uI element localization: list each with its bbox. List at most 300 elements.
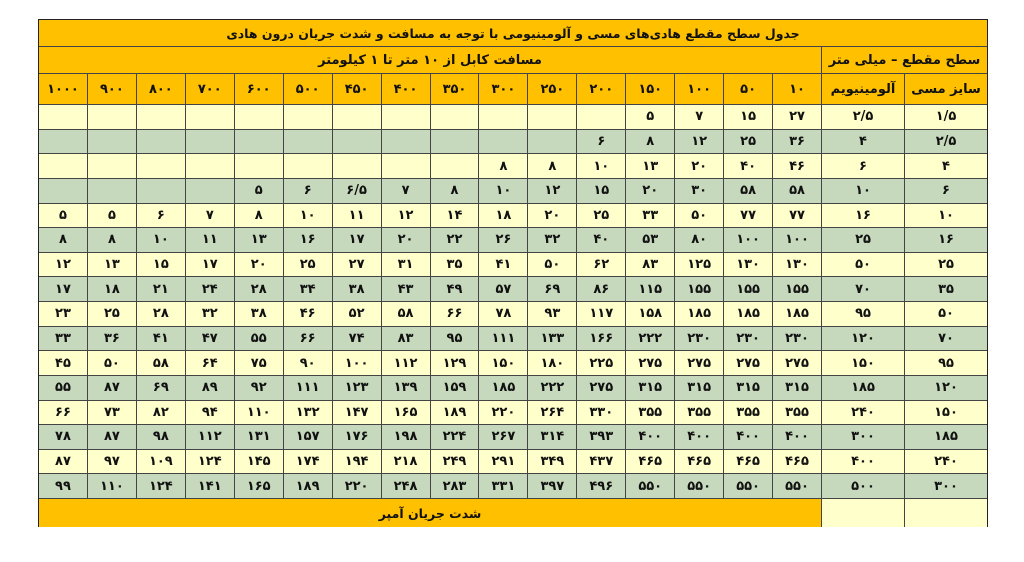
current-value-cell: ۸ [39,228,87,252]
current-value-cell: ۸ [478,154,527,178]
current-value-cell [381,130,430,154]
current-value-cell: ۱۸۵ [478,376,527,400]
current-value-cell: ۲۴ [185,277,234,301]
current-value-cell: ۹۲ [234,376,283,400]
current-value-cell: ۳۵۵ [674,401,723,425]
distance-header-cell: ۵۰ [723,74,772,104]
aluminium-size-cell: ۵۰۰ [821,474,904,498]
current-value-cell: ۱۴۷ [332,401,381,425]
current-value-cell: ۱۵۸ [625,302,674,326]
aluminium-size-cell: ۱۸۵ [821,376,904,400]
current-value-cell: ۴۱ [478,253,527,277]
aluminium-size-cell: ۱۲۰ [821,327,904,351]
current-value-cell: ۲۰ [234,253,283,277]
aluminium-size-cell: ۶ [821,154,904,178]
current-value-cell: ۱۷۴ [283,450,332,474]
table-row [39,351,987,376]
current-value-cell: ۱۸۵ [674,302,723,326]
current-value-cell: ۲۷۵ [576,376,625,400]
current-value-cell [234,130,283,154]
current-value-cell: ۱۹۴ [332,450,381,474]
current-value-cell [430,154,479,178]
current-value-cell: ۹۹ [39,474,87,498]
table-row [39,204,987,229]
aluminium-size-cell: ۳۰۰ [821,425,904,449]
copper-size-cell: ۲۵ [904,253,987,277]
current-value-cell: ۵۵ [39,376,87,400]
current-value-cell: ۱۵ [576,179,625,203]
current-value-cell: ۹۵ [430,327,479,351]
current-value-cell: ۱۸۵ [772,302,821,326]
current-value-cell [39,105,87,129]
current-value-cell: ۶۶ [39,401,87,425]
current-value-cell: ۵۷ [478,277,527,301]
copper-size-cell: ۱۲۰ [904,376,987,400]
current-value-cell: ۵۲ [332,302,381,326]
current-value-cell: ۲۰ [527,204,576,228]
current-value-cell: ۴۰۰ [674,425,723,449]
current-value-cell: ۵۸ [772,179,821,203]
current-value-cell: ۴۰۰ [723,425,772,449]
current-value-cell: ۱۱ [332,204,381,228]
current-value-cell: ۱۰۹ [136,450,185,474]
current-value-cell: ۶ [136,204,185,228]
current-value-cell: ۳۲ [185,302,234,326]
current-value-cell: ۱۷ [185,253,234,277]
current-value-cell: ۵۰ [527,253,576,277]
current-value-cell: ۳۶ [87,327,136,351]
current-value-cell [332,154,381,178]
current-value-cell: ۲۵ [576,204,625,228]
current-value-cell: ۷۷ [772,204,821,228]
current-value-cell: ۱۵۰ [478,351,527,375]
current-value-cell: ۴۱ [136,327,185,351]
table-row [39,277,987,302]
current-value-cell: ۸۳ [381,327,430,351]
current-value-cell: ۲۶۷ [478,425,527,449]
current-value-cell: ۱۳ [234,228,283,252]
distance-header-cell: ۷۰۰ [185,74,234,104]
current-value-cell: ۳۹۷ [527,474,576,498]
current-value-cell: ۲۲۰ [478,401,527,425]
distance-header-cell: ۳۵۰ [430,74,479,104]
current-value-cell: ۵۰ [87,351,136,375]
current-value-cell: ۸۰ [674,228,723,252]
current-value-cell [527,105,576,129]
current-value-cell: ۱۹۸ [381,425,430,449]
current-value-cell: ۸ [527,154,576,178]
current-value-cell: ۱۸۹ [283,474,332,498]
current-value-cell: ۴۷ [185,327,234,351]
table-row [39,179,987,204]
current-value-cell: ۲۷ [332,253,381,277]
current-value-cell: ۱۳۰ [772,253,821,277]
current-value-cell: ۱۱۰ [87,474,136,498]
current-value-cell: ۲۸ [234,277,283,301]
current-value-cell: ۴۶۵ [723,450,772,474]
distance-header-cell: ۱۰ [772,74,821,104]
distance-header-cell: ۴۵۰ [332,74,381,104]
copper-size-cell: ۱۰ [904,204,987,228]
current-value-cell: ۳۸ [332,277,381,301]
current-value-cell: ۴۹۶ [576,474,625,498]
current-value-cell: ۲۲۰ [332,474,381,498]
distance-header-cell: ۵۰۰ [283,74,332,104]
current-value-cell: ۲۱ [136,277,185,301]
current-value-cell: ۵۵۰ [674,474,723,498]
current-value-cell: ۲۹۱ [478,450,527,474]
current-value-cell: ۳۹۳ [576,425,625,449]
distance-header-cell: ۶۰۰ [234,74,283,104]
current-value-cell [478,105,527,129]
current-value-cell [136,154,185,178]
current-value-cell: ۳۳ [39,327,87,351]
current-value-cell: ۱۰ [136,228,185,252]
current-value-cell: ۸ [625,130,674,154]
current-value-cell: ۱۳۳ [527,327,576,351]
current-value-cell [185,154,234,178]
current-value-cell: ۷۷ [723,204,772,228]
current-value-cell: ۱۶ [283,228,332,252]
current-value-cell: ۸۲ [136,401,185,425]
current-value-cell: ۱۷۶ [332,425,381,449]
table-row [39,130,987,155]
current-value-cell: ۳۲ [527,228,576,252]
current-value-cell: ۴۰ [576,228,625,252]
copper-size-cell: ۷۰ [904,327,987,351]
current-value-cell: ۱۴۱ [185,474,234,498]
current-value-cell: ۴۶۵ [772,450,821,474]
current-value-cell: ۵ [87,204,136,228]
copper-size-cell: ۱۵۰ [904,401,987,425]
copper-size-cell: ۲۴۰ [904,450,987,474]
table-row [39,425,987,450]
current-value-cell: ۵۵۰ [772,474,821,498]
current-value-cell: ۱۵۵ [674,277,723,301]
current-value-cell: ۶۹ [527,277,576,301]
current-value-cell: ۸ [87,228,136,252]
current-value-cell: ۳۳۱ [478,474,527,498]
current-value-cell: ۲۴۹ [430,450,479,474]
current-value-cell: ۲۷ [772,105,821,129]
current-value-cell: ۱۳۰ [723,253,772,277]
current-value-cell: ۱۶۵ [234,474,283,498]
current-value-cell: ۲۲۲ [625,327,674,351]
current-value-cell: ۲۵ [283,253,332,277]
current-value-cell: ۵۵۰ [723,474,772,498]
table-row [39,327,987,352]
current-value-cell: ۱۴ [430,204,479,228]
current-value-cell: ۸۷ [87,376,136,400]
current-value-cell [576,105,625,129]
table-row [39,401,987,426]
current-value-cell: ۴۰۰ [772,425,821,449]
current-value-cell: ۱۳۹ [381,376,430,400]
distance-header-cell: ۴۰۰ [381,74,430,104]
aluminium-size-cell: ۱۵۰ [821,351,904,375]
current-value-cell: ۴۰ [723,154,772,178]
current-value-cell: ۳۱۵ [625,376,674,400]
current-value-cell: ۲۵ [87,302,136,326]
current-value-cell: ۴۳۷ [576,450,625,474]
current-value-cell: ۱۵۵ [723,277,772,301]
current-value-cell: ۱۶۶ [576,327,625,351]
current-value-cell: ۱۱۲ [381,351,430,375]
copper-size-cell: ۱۶ [904,228,987,252]
title-row [39,20,987,47]
current-value-cell: ۲۵ [723,130,772,154]
current-value-cell: ۷۵ [234,351,283,375]
current-value-cell: ۲۳۰ [723,327,772,351]
current-value-cell: ۳۵۵ [723,401,772,425]
current-value-cell [430,105,479,129]
current-value-cell [185,179,234,203]
current-value-cell: ۸۶ [576,277,625,301]
current-value-cell: ۷ [185,204,234,228]
current-value-cell [283,130,332,154]
current-value-cell: ۱۱۲ [185,425,234,449]
table-row [39,253,987,278]
current-value-cell: ۵ [625,105,674,129]
current-value-cell: ۱۰۰ [723,228,772,252]
current-value-cell: ۱۰ [283,204,332,228]
current-value-cell: ۳۴۹ [527,450,576,474]
current-value-cell [87,105,136,129]
current-value-cell: ۳۵۵ [772,401,821,425]
current-value-cell: ۶۹ [136,376,185,400]
current-value-cell: ۵۸ [723,179,772,203]
copper-size-cell: ۶ [904,179,987,203]
aluminium-size-cell: ۵۰ [821,253,904,277]
current-value-cell: ۶۲ [576,253,625,277]
current-value-cell [136,179,185,203]
current-value-cell: ۲۲۲ [527,376,576,400]
current-value-cell: ۲۷۵ [674,351,723,375]
current-value-cell: ۱۱۱ [283,376,332,400]
copper-size-cell: ۹۵ [904,351,987,375]
distance-header-cell: ۲۵۰ [527,74,576,104]
current-value-cell: ۲۰ [625,179,674,203]
table-title: جدول سطح مقطع هادی‌های مسی و آلومینیومی با توجه به مسافت و شدت جریان درون هادی [39,20,987,46]
aluminium-size-cell: ۴۰۰ [821,450,904,474]
footer-empty-aluminium [821,499,904,527]
table-row [39,154,987,179]
current-value-cell: ۵ [39,204,87,228]
current-value-cell [527,130,576,154]
copper-size-cell: ۳۰۰ [904,474,987,498]
current-value-cell: ۶۶ [283,327,332,351]
current-value-cell: ۵۳ [625,228,674,252]
copper-size-cell: ۳۵ [904,277,987,301]
cable-table [38,19,988,527]
current-value-cell: ۴۶۵ [625,450,674,474]
table-row [39,228,987,253]
current-value-cell [430,130,479,154]
aluminium-size-header: آلومینیویم [821,74,904,104]
current-value-cell [381,105,430,129]
distance-header-cell: ۳۰۰ [478,74,527,104]
aluminium-size-cell: ۲۴۰ [821,401,904,425]
current-value-cell: ۳۳۰ [576,401,625,425]
current-value-cell [478,130,527,154]
current-value-cell: ۹۴ [185,401,234,425]
current-value-cell: ۲۳ [39,302,87,326]
current-value-cell [87,130,136,154]
aluminium-size-cell: ۲۵ [821,228,904,252]
current-value-cell: ۴۹ [430,277,479,301]
current-value-cell [234,105,283,129]
current-value-cell: ۲۳۰ [772,327,821,351]
current-value-cell: ۸۹ [185,376,234,400]
current-value-cell: ۴۰۰ [625,425,674,449]
current-value-cell: ۱۳ [87,253,136,277]
current-value-cell: ۲۷۵ [723,351,772,375]
current-value-cell: ۷۳ [87,401,136,425]
current-value-cell: ۱۱۰ [234,401,283,425]
current-value-cell: ۱۱ [185,228,234,252]
current-value-cell: ۲۶ [478,228,527,252]
current-value-cell: ۱۵ [723,105,772,129]
current-value-cell: ۱۱۵ [625,277,674,301]
distance-header-cell: ۱۰۰۰ [39,74,87,104]
current-value-cell: ۳۵ [430,253,479,277]
current-value-cell [136,105,185,129]
current-value-cell: ۱۵ [136,253,185,277]
current-value-cell: ۱۵۹ [430,376,479,400]
current-value-cell: ۲۲۵ [576,351,625,375]
current-value-cell: ۹۷ [87,450,136,474]
current-value-cell: ۱۵۵ [772,277,821,301]
table-row [39,474,987,499]
copper-size-cell: ۲/۵ [904,130,987,154]
current-value-cell: ۱۲۹ [430,351,479,375]
current-value-cell: ۲۲ [430,228,479,252]
current-value-cell: ۸۷ [39,450,87,474]
current-value-cell: ۴۶ [283,302,332,326]
current-value-cell: ۲۱۸ [381,450,430,474]
current-value-cell: ۶ [283,179,332,203]
current-value-cell: ۱۲ [527,179,576,203]
current-value-cell [283,154,332,178]
distance-header-cell: ۸۰۰ [136,74,185,104]
current-value-cell: ۵۸ [136,351,185,375]
current-value-cell [39,179,87,203]
current-value-cell: ۱۵۷ [283,425,332,449]
current-value-cell: ۱۸۹ [430,401,479,425]
current-value-cell: ۱۸ [87,277,136,301]
current-value-cell: ۴۵ [39,351,87,375]
current-value-cell: ۱۰ [478,179,527,203]
current-value-cell: ۳۱۵ [674,376,723,400]
current-value-cell [185,105,234,129]
current-value-cell [185,130,234,154]
current-value-cell: ۳۵۵ [625,401,674,425]
current-value-cell: ۹۳ [527,302,576,326]
current-value-cell: ۸۷ [87,425,136,449]
current-value-cell: ۶۴ [185,351,234,375]
current-value-cell: ۲۲۴ [430,425,479,449]
current-value-cell: ۶۶ [430,302,479,326]
current-value-cell [283,105,332,129]
distance-header-cell: ۱۰۰ [674,74,723,104]
current-value-cell: ۵۵ [234,327,283,351]
distance-header-cell: ۹۰۰ [87,74,136,104]
footer-row [39,499,987,527]
copper-size-cell: ۴ [904,154,987,178]
current-value-cell: ۶/۵ [332,179,381,203]
current-value-cell [136,130,185,154]
aluminium-size-cell: ۱۶ [821,204,904,228]
current-value-cell: ۱۱۱ [478,327,527,351]
current-value-cell: ۱۲۴ [136,474,185,498]
current-value-cell: ۱۴۵ [234,450,283,474]
cross-section-header: سطح مقطع – میلی متر [821,47,987,73]
aluminium-size-cell: ۴ [821,130,904,154]
current-value-cell: ۸ [234,204,283,228]
current-value-cell: ۹۸ [136,425,185,449]
current-value-cell: ۱۲ [674,130,723,154]
table-row [39,376,987,401]
current-value-cell: ۷۴ [332,327,381,351]
current-value-cell: ۱۸۵ [723,302,772,326]
current-value-cell [234,154,283,178]
current-value-cell: ۱۰۰ [332,351,381,375]
current-value-cell: ۹۰ [283,351,332,375]
current-value-cell [87,154,136,178]
current-value-cell [39,154,87,178]
current-value-cell: ۱۳۲ [283,401,332,425]
current-footer-label: شدت جریان آمپر [39,499,821,527]
current-value-cell: ۵۵۰ [625,474,674,498]
current-value-cell: ۸۳ [625,253,674,277]
aluminium-size-cell: ۲/۵ [821,105,904,129]
current-value-cell: ۱۷ [332,228,381,252]
table-row [39,105,987,130]
current-value-cell: ۳۱۵ [772,376,821,400]
current-value-cell: ۳۱۴ [527,425,576,449]
current-value-cell: ۴۶۵ [674,450,723,474]
current-value-cell: ۱۲ [381,204,430,228]
current-value-cell [381,154,430,178]
current-value-cell: ۸ [430,179,479,203]
current-value-cell: ۶ [576,130,625,154]
current-value-cell: ۱۳۱ [234,425,283,449]
current-value-cell [332,105,381,129]
current-value-cell: ۲۷۵ [625,351,674,375]
current-value-cell: ۲۷۵ [772,351,821,375]
distance-header-cell: ۱۵۰ [625,74,674,104]
current-value-cell: ۱۰ [576,154,625,178]
current-value-cell [39,130,87,154]
aluminium-size-cell: ۱۰ [821,179,904,203]
current-value-cell: ۲۳۰ [674,327,723,351]
current-value-cell: ۱۲ [39,253,87,277]
current-value-cell: ۱۲۴ [185,450,234,474]
table-row [39,302,987,327]
current-value-cell: ۳۸ [234,302,283,326]
current-value-cell: ۷ [381,179,430,203]
current-value-cell: ۱۱۷ [576,302,625,326]
current-value-cell: ۱۰۰ [772,228,821,252]
copper-size-cell: ۵۰ [904,302,987,326]
current-value-cell: ۲۸۳ [430,474,479,498]
current-value-cell: ۴۶ [772,154,821,178]
aluminium-size-cell: ۷۰ [821,277,904,301]
current-value-cell [87,179,136,203]
current-value-cell: ۳۰ [674,179,723,203]
current-value-cell [332,130,381,154]
current-value-cell: ۳۱۵ [723,376,772,400]
